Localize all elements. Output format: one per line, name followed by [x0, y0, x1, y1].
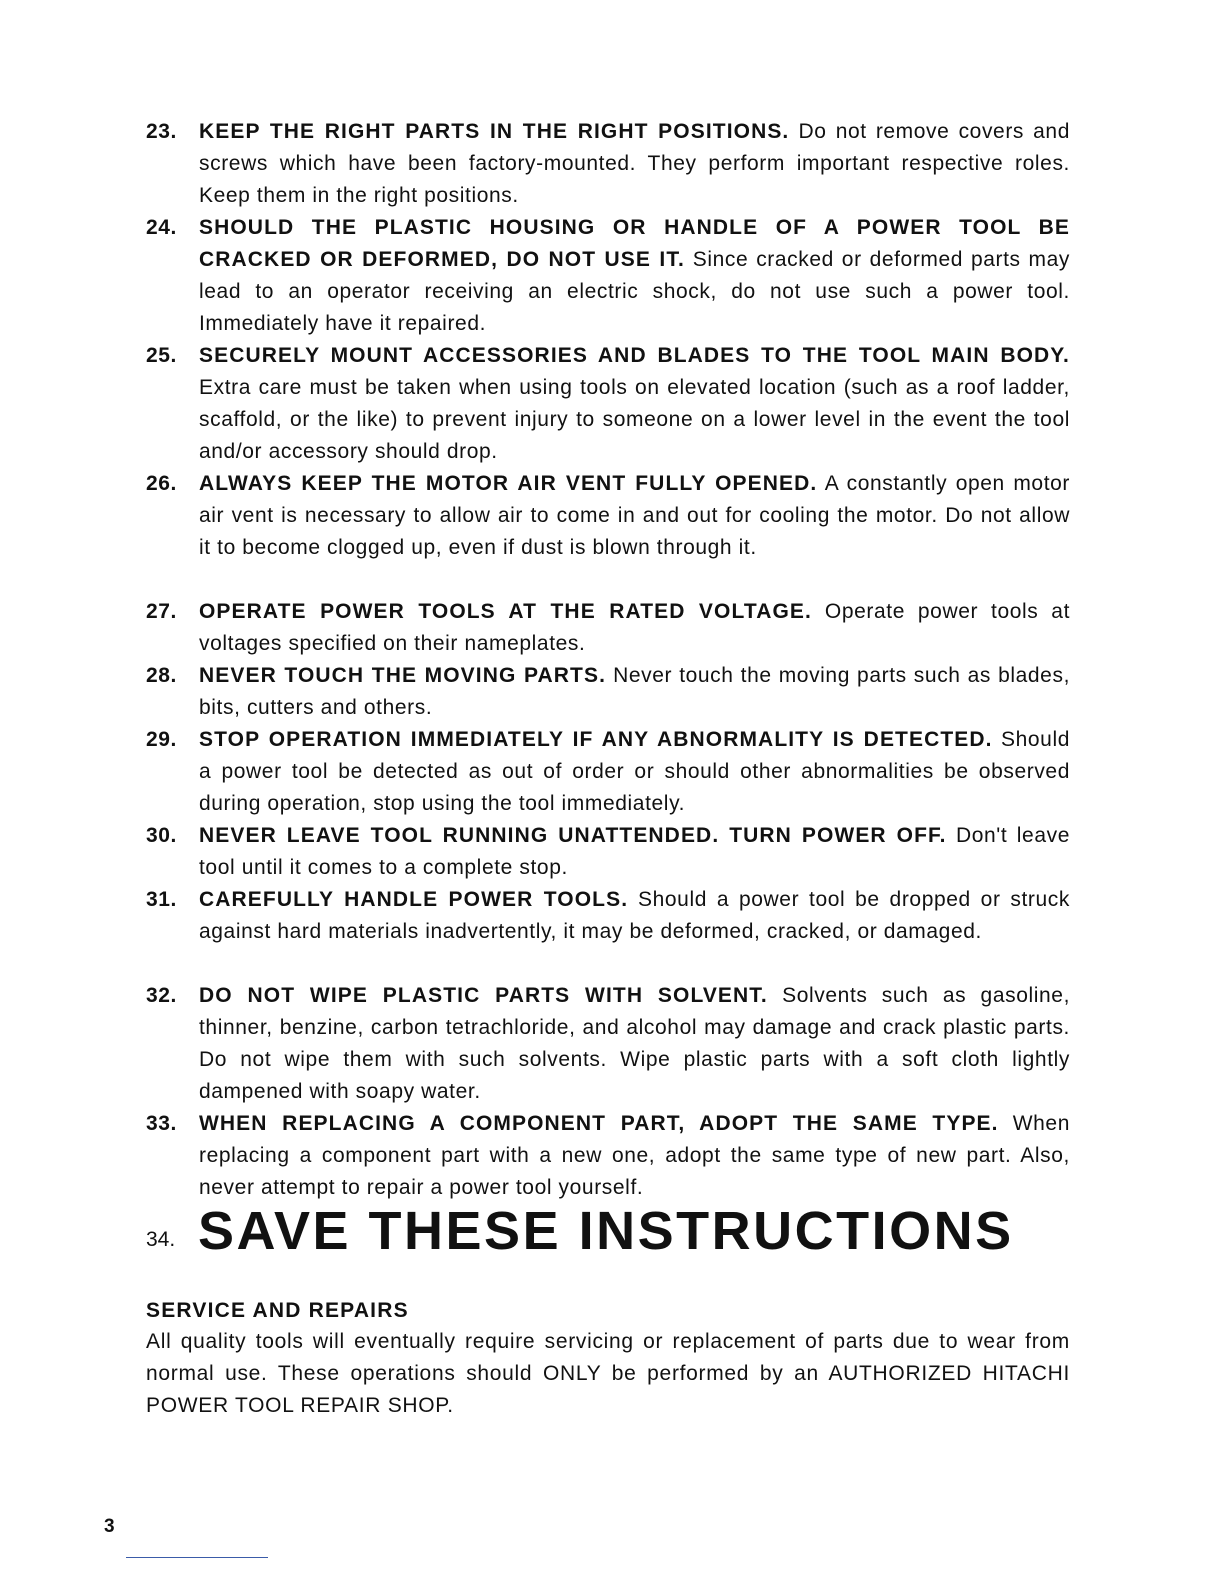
item-text: Since cracked or deformed parts may lead to an operator receiving an electric shock, do not use such a power tool. Immediately have it repaired.	[199, 248, 1071, 335]
instruction-item-33	[146, 1108, 1070, 1204]
service-title: SERVICE AND REPAIRS	[146, 1299, 409, 1322]
service-section	[146, 1296, 1070, 1422]
footer-rule	[126, 1557, 268, 1558]
item-text: Don't leave tool until it comes to a complete stop.	[199, 824, 1070, 879]
save-item-number: 34.	[146, 1228, 176, 1251]
item-number: 33.	[146, 1112, 177, 1135]
item-text: Operate power tools at voltages specified on their nameplates.	[199, 600, 1071, 655]
instruction-item-32	[146, 980, 1070, 1108]
item-heading: KEEP THE RIGHT PARTS IN THE RIGHT POSITIONS.	[199, 120, 790, 143]
service-text: All quality tools will eventually require servicing or replacement of parts due to wear from normal use. These operations should ONLY be performed by an AUTHORIZED HITACHI POWER TOOL REPAIR SHOP.	[146, 1330, 1070, 1417]
instruction-item-23	[146, 116, 1070, 212]
item-number: 23.	[146, 120, 177, 143]
save-title: SAVE THESE INSTRUCTIONS	[198, 1201, 1014, 1261]
item-heading: STOP OPERATION IMMEDIATELY IF ANY ABNORMALITY IS DETECTED.	[199, 728, 993, 751]
item-text: Should a power tool be detected as out of order or should other abnormalities be observed during operation, stop using the tool immediately.	[199, 728, 1070, 815]
item-number: 28.	[146, 664, 177, 687]
item-heading: WHEN REPLACING A COMPONENT PART, ADOPT THE SAME TYPE.	[199, 1112, 999, 1135]
item-text: Extra care must be taken when using tools on elevated location (such as a roof ladder, scaffold, or the like) to prevent injury to someone on a lower level in the event the tool and/or accessory should drop.	[199, 376, 1070, 463]
instruction-item-24	[146, 212, 1070, 340]
item-heading: NEVER LEAVE TOOL RUNNING UNATTENDED. TURN POWER OFF.	[199, 824, 947, 847]
page-number: 3	[104, 1516, 115, 1537]
item-text: When replacing a component part with a new one, adopt the same type of new part. Also, never attempt to repair a power tool yourself.	[199, 1112, 1070, 1199]
item-number: 24.	[146, 216, 177, 239]
instruction-item-30	[146, 820, 1070, 884]
instruction-item-27	[146, 596, 1070, 660]
item-number: 30.	[146, 824, 177, 847]
item-number: 31.	[146, 888, 177, 911]
instruction-item-31	[146, 884, 1070, 980]
instruction-item-26	[146, 468, 1070, 596]
instruction-item-28	[146, 660, 1070, 724]
item-text: Solvents such as gasoline, thinner, benzine, carbon tetrachloride, and alcohol may damage and crack plastic parts. Do not wipe them with such solvents. Wipe plastic parts with a soft cloth lightly dampened with soapy water.	[199, 984, 1071, 1103]
item-heading: SHOULD THE PLASTIC HOUSING OR HANDLE OF A POWER TOOL BE CRACKED OR DEFORMED, DO NOT USE IT.	[199, 216, 1070, 271]
item-heading: SECURELY MOUNT ACCESSORIES AND BLADES TO THE TOOL MAIN BODY.	[199, 344, 1070, 367]
instruction-item-25	[146, 340, 1070, 468]
item-heading: CAREFULLY HANDLE POWER TOOLS.	[199, 888, 629, 911]
item-number: 26.	[146, 472, 177, 495]
item-number: 25.	[146, 344, 177, 367]
item-number: 32.	[146, 984, 177, 1007]
save-instructions-heading	[146, 1198, 1076, 1268]
item-heading: DO NOT WIPE PLASTIC PARTS WITH SOLVENT.	[199, 984, 768, 1007]
item-text: Do not remove covers and screws which have been factory-mounted. They perform important respective roles. Keep them in the right positions.	[199, 120, 1070, 207]
item-text: A constantly open motor air vent is necessary to allow air to come in and out for cooling the motor. Do not allow it to become clogged up, even if dust is blown through it.	[199, 472, 1070, 559]
item-number: 29.	[146, 728, 177, 751]
item-heading: NEVER TOUCH THE MOVING PARTS.	[199, 664, 607, 687]
item-number: 27.	[146, 600, 177, 623]
instruction-item-29	[146, 724, 1070, 820]
item-text: Should a power tool be dropped or struck against hard materials inadvertently, it may be deformed, cracked, or damaged.	[199, 888, 1071, 943]
item-heading: OPERATE POWER TOOLS AT THE RATED VOLTAGE.	[199, 600, 812, 623]
item-heading: ALWAYS KEEP THE MOTOR AIR VENT FULLY OPENED.	[199, 472, 818, 495]
safety-instructions-list	[146, 116, 1070, 1204]
item-text: Never touch the moving parts such as blades, bits, cutters and others.	[199, 664, 1070, 719]
